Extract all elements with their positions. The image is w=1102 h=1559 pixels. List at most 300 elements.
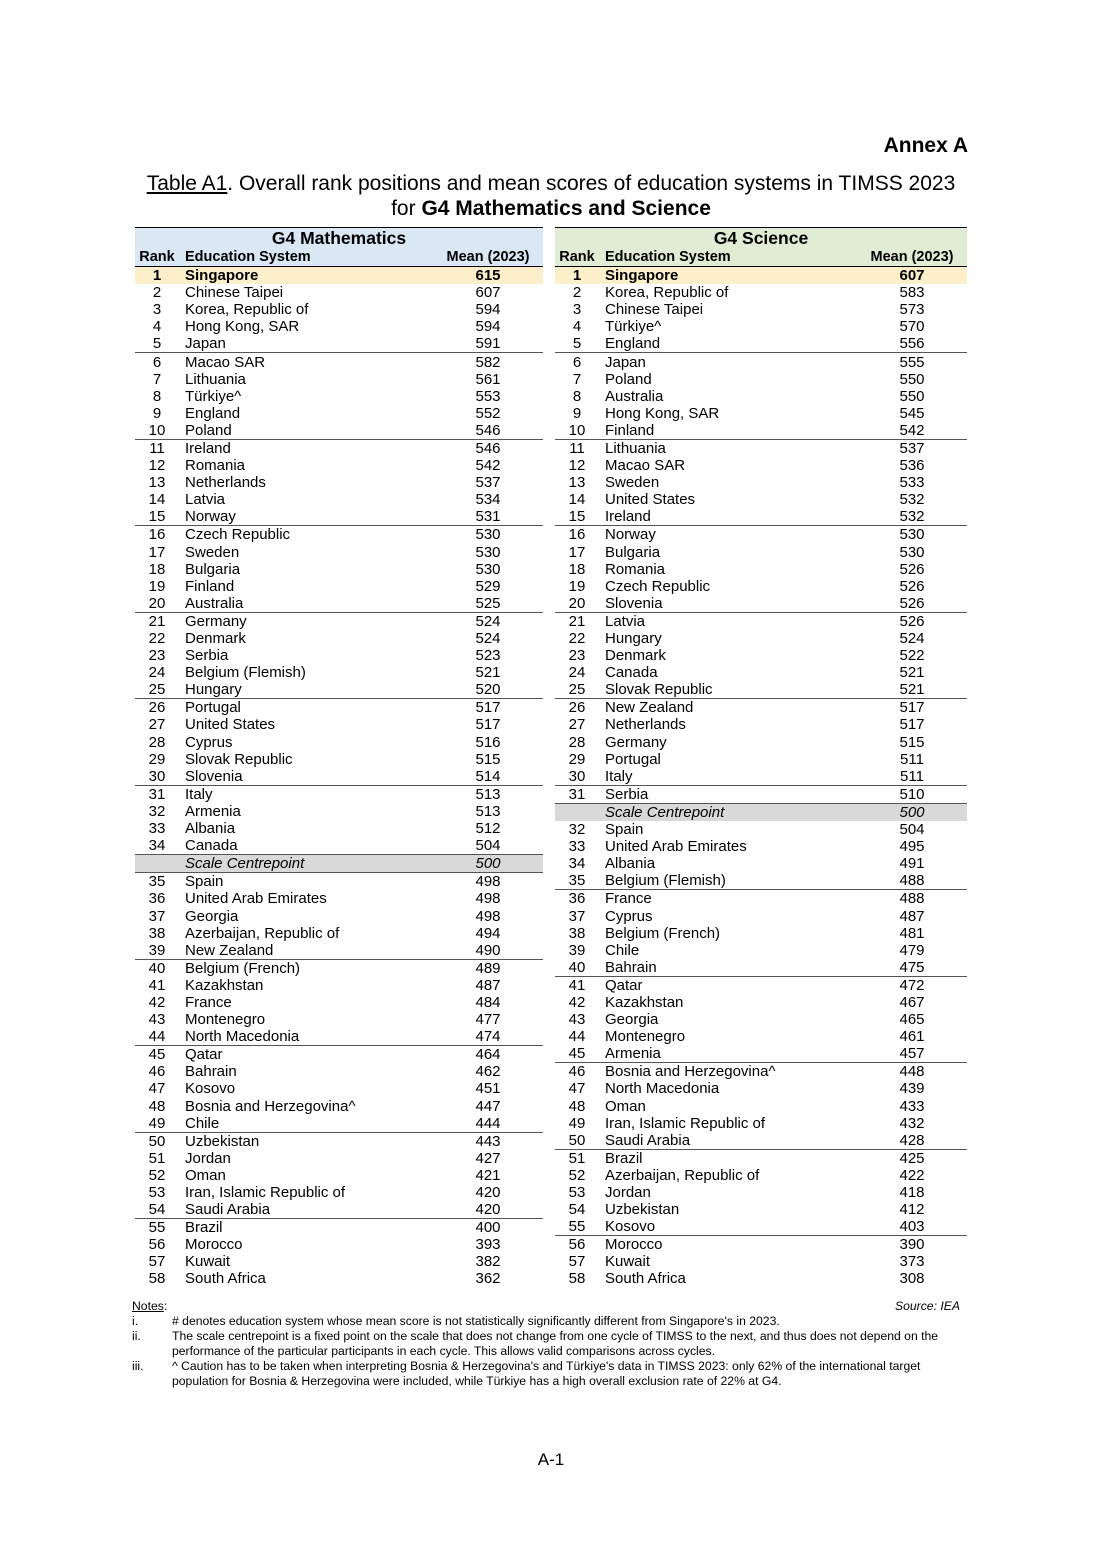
table-row bbox=[135, 457, 543, 474]
rank-cell: 11 bbox=[569, 439, 585, 457]
rank-cell: 30 bbox=[135, 768, 179, 786]
system-cell: Türkiye^ bbox=[605, 318, 662, 336]
mean-cell: 420 bbox=[433, 1201, 543, 1219]
rank-cell: 36 bbox=[568, 890, 586, 908]
rank-cell: 47 bbox=[568, 1080, 586, 1098]
table-row bbox=[555, 301, 967, 318]
mean-cell: 607 bbox=[475, 284, 501, 302]
system-cell: Georgia bbox=[185, 907, 239, 925]
system-cell: Azerbaijan, Republic of bbox=[605, 1166, 760, 1184]
mean-cell: 472 bbox=[899, 976, 925, 994]
rank-cell: 25 bbox=[555, 681, 599, 699]
mean-cell: 521 bbox=[857, 681, 967, 699]
table-row bbox=[135, 508, 543, 526]
rank-cell: 1 bbox=[555, 267, 599, 285]
table-row bbox=[135, 664, 543, 681]
rank-cell: 19 bbox=[568, 577, 586, 595]
mean-cell: 594 bbox=[475, 318, 501, 336]
table-row bbox=[555, 422, 967, 440]
table-row bbox=[135, 1167, 543, 1184]
science-header: G4 Science bbox=[555, 228, 967, 250]
system-cell: Singapore bbox=[179, 267, 433, 285]
system-cell: Denmark bbox=[605, 647, 666, 665]
system-cell: Canada bbox=[179, 837, 433, 855]
system-cell: England bbox=[599, 335, 857, 353]
rank-cell: 38 bbox=[148, 924, 166, 942]
mean-cell: 516 bbox=[475, 733, 501, 751]
table-row bbox=[135, 405, 543, 422]
mean-column-header: Mean (2023) bbox=[433, 249, 543, 267]
rank-cell bbox=[555, 803, 599, 821]
system-cell: Macao SAR bbox=[185, 353, 266, 371]
table-row bbox=[555, 838, 967, 855]
rank-cell: 28 bbox=[568, 733, 586, 751]
mean-cell: 582 bbox=[475, 353, 501, 371]
system-cell: Korea, Republic of bbox=[185, 301, 309, 319]
rank-cell: 19 bbox=[148, 577, 166, 595]
system-cell: Czech Republic bbox=[185, 526, 291, 544]
mean-column-header: Mean (2023) bbox=[857, 249, 967, 267]
mean-cell: 530 bbox=[475, 560, 501, 578]
mean-cell: 362 bbox=[475, 1270, 501, 1288]
rank-cell: 50 bbox=[148, 1132, 166, 1150]
rank-cell: 58 bbox=[568, 1270, 586, 1288]
mean-cell: 594 bbox=[475, 301, 501, 319]
system-cell: Germany bbox=[185, 612, 247, 630]
rank-cell: 29 bbox=[568, 750, 586, 768]
rank-cell: 12 bbox=[148, 457, 166, 475]
mean-cell: 474 bbox=[433, 1028, 543, 1046]
table-row bbox=[135, 318, 543, 335]
mean-cell: 498 bbox=[475, 873, 501, 891]
mean-cell: 526 bbox=[899, 560, 925, 578]
system-cell: Denmark bbox=[185, 630, 246, 648]
rank-cell: 10 bbox=[135, 422, 179, 440]
rank-cell: 4 bbox=[152, 318, 162, 336]
mean-cell: 495 bbox=[899, 838, 925, 856]
rank-cell: 21 bbox=[568, 612, 586, 630]
table-row bbox=[135, 612, 543, 630]
system-cell: Brazil bbox=[185, 1219, 223, 1237]
mean-cell: 556 bbox=[857, 335, 967, 353]
system-cell: Hong Kong, SAR bbox=[605, 404, 720, 422]
rank-cell: 16 bbox=[568, 526, 586, 544]
table-row bbox=[135, 1150, 543, 1167]
table-row bbox=[555, 803, 967, 821]
table-row bbox=[555, 439, 967, 457]
system-cell: New Zealand bbox=[605, 699, 694, 717]
rank-cell: 48 bbox=[148, 1097, 166, 1115]
rank-cell: 8 bbox=[152, 387, 162, 405]
system-cell: Slovak Republic bbox=[599, 681, 857, 699]
mean-cell: 537 bbox=[899, 439, 925, 457]
table-row bbox=[555, 284, 967, 301]
rank-cell: 55 bbox=[555, 1218, 599, 1236]
system-cell: Uzbekistan bbox=[185, 1132, 260, 1150]
system-cell: Belgium (French) bbox=[605, 924, 721, 942]
rank-cell: 18 bbox=[568, 560, 586, 578]
rank-cell: 9 bbox=[572, 404, 582, 422]
rank-cell: 10 bbox=[555, 422, 599, 440]
rank-cell: 27 bbox=[148, 716, 166, 734]
mean-cell: 530 bbox=[899, 526, 925, 544]
table-row bbox=[555, 976, 967, 994]
system-cell: Romania bbox=[185, 457, 246, 475]
system-cell: Chinese Taipei bbox=[185, 284, 284, 302]
system-cell: Serbia bbox=[599, 785, 857, 803]
system-cell: Saudi Arabia bbox=[599, 1132, 857, 1150]
mean-cell: 498 bbox=[475, 890, 501, 908]
system-cell: Singapore bbox=[599, 267, 857, 285]
rank-cell: 39 bbox=[568, 941, 586, 959]
mean-cell: 561 bbox=[475, 370, 501, 388]
mean-cell: 514 bbox=[433, 768, 543, 786]
system-cell: Finland bbox=[599, 422, 857, 440]
mean-cell: 515 bbox=[475, 750, 501, 768]
table-caption: . Overall rank positions and mean scores of education systems in TIMSS 2023 for bbox=[227, 172, 956, 220]
system-cell: Germany bbox=[605, 733, 667, 751]
mean-cell: 570 bbox=[899, 318, 925, 336]
rank-cell: 9 bbox=[152, 404, 162, 422]
table-row bbox=[555, 1201, 967, 1218]
mean-cell: 522 bbox=[899, 647, 925, 665]
table-row bbox=[555, 1080, 967, 1097]
rank-cell: 40 bbox=[148, 959, 166, 977]
mean-cell: 465 bbox=[899, 1011, 925, 1029]
rank-cell: 17 bbox=[148, 543, 166, 561]
rank-cell: 49 bbox=[135, 1115, 179, 1133]
system-cell: Finland bbox=[185, 577, 235, 595]
note-item bbox=[132, 1359, 967, 1389]
rank-cell: 46 bbox=[148, 1063, 166, 1081]
rank-cell: 2 bbox=[152, 284, 162, 302]
mean-cell: 530 bbox=[475, 526, 501, 544]
system-cell: Sweden bbox=[185, 543, 240, 561]
table-row bbox=[555, 578, 967, 595]
system-cell: Morocco bbox=[605, 1236, 663, 1254]
system-cell: Canada bbox=[605, 664, 658, 682]
system-cell: Australia bbox=[179, 595, 433, 613]
rank-cell: 57 bbox=[568, 1253, 586, 1271]
system-cell: Oman bbox=[185, 1166, 226, 1184]
table-row bbox=[555, 1184, 967, 1201]
system-cell: Hungary bbox=[179, 681, 433, 699]
science-table bbox=[555, 227, 967, 1288]
rank-cell: 51 bbox=[568, 1149, 586, 1167]
rank-cell: 43 bbox=[568, 1011, 586, 1029]
system-cell: Kuwait bbox=[185, 1253, 231, 1271]
table-row bbox=[135, 439, 543, 457]
mean-cell: 534 bbox=[475, 491, 501, 509]
system-cell: England bbox=[185, 404, 241, 422]
mean-cell: 526 bbox=[899, 577, 925, 595]
system-cell: Jordan bbox=[185, 1149, 231, 1167]
system-cell: Italy bbox=[185, 785, 213, 803]
rank-cell: 44 bbox=[568, 1028, 586, 1046]
mean-cell: 427 bbox=[475, 1149, 501, 1167]
system-cell: Chinese Taipei bbox=[605, 301, 704, 319]
system-column-header: Education System bbox=[179, 249, 433, 267]
system-cell: Hungary bbox=[605, 630, 662, 648]
rank-cell bbox=[135, 855, 179, 873]
mean-cell: 607 bbox=[857, 267, 967, 285]
rank-cell: 55 bbox=[148, 1219, 166, 1237]
mean-cell: 490 bbox=[433, 942, 543, 960]
mean-cell: 498 bbox=[475, 907, 501, 925]
mean-cell: 433 bbox=[899, 1097, 925, 1115]
system-cell: Montenegro bbox=[605, 1028, 686, 1046]
table-row bbox=[555, 942, 967, 959]
mean-cell: 531 bbox=[433, 508, 543, 526]
table-row bbox=[135, 699, 543, 717]
system-cell: Romania bbox=[605, 560, 666, 578]
table-row bbox=[555, 959, 967, 977]
mean-cell: 524 bbox=[475, 612, 501, 630]
system-cell: Saudi Arabia bbox=[179, 1201, 433, 1219]
rank-cell: 4 bbox=[572, 318, 582, 336]
rank-cell: 28 bbox=[148, 733, 166, 751]
system-cell: New Zealand bbox=[179, 942, 433, 960]
mean-cell: 382 bbox=[475, 1253, 501, 1271]
rank-cell: 26 bbox=[568, 699, 586, 717]
mean-cell: 515 bbox=[899, 733, 925, 751]
system-cell: Armenia bbox=[599, 1045, 857, 1063]
table-row bbox=[555, 751, 967, 768]
system-cell: Australia bbox=[605, 387, 664, 405]
mean-cell: 422 bbox=[899, 1166, 925, 1184]
table-row bbox=[135, 1115, 543, 1133]
table-row bbox=[135, 422, 543, 440]
table-row bbox=[555, 1253, 967, 1270]
rank-cell: 6 bbox=[572, 353, 582, 371]
table-row bbox=[135, 873, 543, 891]
rank-cell: 45 bbox=[555, 1045, 599, 1063]
rank-cell: 40 bbox=[555, 959, 599, 977]
rank-cell: 42 bbox=[148, 993, 166, 1011]
table-row bbox=[135, 1236, 543, 1253]
system-cell: United Arab Emirates bbox=[185, 890, 327, 908]
system-cell: France bbox=[185, 993, 232, 1011]
rank-cell: 30 bbox=[555, 768, 599, 786]
table-row bbox=[555, 907, 967, 924]
system-cell: Bahrain bbox=[599, 959, 857, 977]
system-cell: Iran, Islamic Republic of bbox=[185, 1184, 346, 1202]
mean-cell: 591 bbox=[433, 335, 543, 353]
mean-cell: 615 bbox=[433, 267, 543, 285]
rank-cell: 14 bbox=[148, 491, 166, 509]
mean-cell: 428 bbox=[857, 1132, 967, 1150]
system-cell: Latvia bbox=[605, 612, 646, 630]
rank-cell: 47 bbox=[148, 1080, 166, 1098]
page-number: A-1 bbox=[537, 1450, 565, 1469]
system-cell: Czech Republic bbox=[605, 577, 711, 595]
system-cell: United Arab Emirates bbox=[605, 838, 747, 856]
table-row bbox=[135, 647, 543, 664]
table-row bbox=[135, 855, 543, 873]
table-title bbox=[135, 171, 967, 221]
system-cell: Spain bbox=[605, 821, 644, 839]
table-row bbox=[135, 959, 543, 977]
mean-cell: 517 bbox=[475, 716, 501, 734]
table-row bbox=[135, 1080, 543, 1097]
notes-header: Notes bbox=[132, 1299, 164, 1313]
table-row bbox=[135, 681, 543, 699]
system-column-header: Education System bbox=[599, 249, 857, 267]
mean-cell: 537 bbox=[475, 474, 501, 492]
rank-cell: 58 bbox=[148, 1270, 166, 1288]
system-cell: North Macedonia bbox=[179, 1028, 433, 1046]
mean-cell: 523 bbox=[475, 647, 501, 665]
system-cell: Cyprus bbox=[185, 733, 233, 751]
table-row bbox=[135, 1184, 543, 1201]
table-row bbox=[135, 1270, 543, 1287]
source-label: Source: IEA bbox=[894, 1299, 960, 1313]
rank-cell: 16 bbox=[148, 526, 166, 544]
mean-cell: 510 bbox=[857, 785, 967, 803]
table-row bbox=[555, 1045, 967, 1063]
system-cell: Oman bbox=[605, 1097, 646, 1115]
table-row bbox=[555, 544, 967, 561]
rank-cell: 53 bbox=[148, 1184, 166, 1202]
table-row bbox=[555, 1011, 967, 1028]
table-row bbox=[555, 526, 967, 544]
rank-cell: 7 bbox=[572, 370, 582, 388]
system-cell: Macao SAR bbox=[605, 457, 686, 475]
rank-cell: 46 bbox=[568, 1063, 586, 1081]
notes-list bbox=[132, 1314, 967, 1389]
rank-cell: 24 bbox=[148, 664, 166, 682]
rank-cell: 48 bbox=[568, 1097, 586, 1115]
table-row bbox=[555, 855, 967, 872]
system-cell: Kosovo bbox=[599, 1218, 857, 1236]
rank-cell: 20 bbox=[555, 595, 599, 613]
rank-cell: 11 bbox=[149, 439, 165, 457]
system-cell: Lithuania bbox=[605, 439, 666, 457]
mean-cell: 477 bbox=[475, 1011, 501, 1029]
rank-cell: 35 bbox=[555, 872, 599, 890]
table-row bbox=[555, 353, 967, 371]
table-row bbox=[555, 1115, 967, 1132]
rank-cell: 17 bbox=[568, 543, 586, 561]
table-row bbox=[135, 907, 543, 924]
note-text: ^ Caution has to be taken when interpreting Bosnia & Herzegovina's and Türkiye's data in TIMSS 2023: only 62% of the international target population for Bosnia & Herzegovina were included, while Türkiye has a high overall exclusion rate of 22% at G4. bbox=[172, 1359, 921, 1388]
rank-cell: 22 bbox=[568, 630, 586, 648]
system-cell: Albania bbox=[185, 820, 236, 838]
mean-cell: 525 bbox=[433, 595, 543, 613]
table-row bbox=[135, 1219, 543, 1237]
mean-cell: 517 bbox=[899, 716, 925, 734]
rank-column-header: Rank bbox=[135, 249, 179, 267]
table-row bbox=[555, 508, 967, 526]
notes-section: Notes: Source: IEA i. # denotes education system whose mean score is not statistically significantly different from Singapore's in 2023. ii. The scale centrepoint is a fixed point on the scale that does not change from one cycle of TIMSS to the next, and thus does not depend on the performance of the particular participants in each cycle. This allows valid comparisons across cycles. iii. ^ Caution has to be taken when interpreting Bosnia & Herzegovina's and Türkiye's data in TIMSS 2023: only 62% of the international target population for Bosnia & Herzegovina were included, while Türkiye has a high overall exclusion rate of 22% at G4. bbox=[132, 1299, 967, 1389]
table-row bbox=[135, 1253, 543, 1270]
mean-cell: 494 bbox=[475, 924, 501, 942]
system-cell: Jordan bbox=[605, 1184, 651, 1202]
rank-cell: 37 bbox=[148, 907, 166, 925]
system-cell: Azerbaijan, Republic of bbox=[185, 924, 340, 942]
mean-cell: 526 bbox=[899, 612, 925, 630]
mean-cell: 550 bbox=[899, 370, 925, 388]
system-cell: Poland bbox=[605, 370, 652, 388]
system-cell: Qatar bbox=[185, 1046, 223, 1064]
system-cell: Kosovo bbox=[185, 1080, 236, 1098]
rank-cell: 34 bbox=[568, 855, 586, 873]
table-row bbox=[555, 699, 967, 717]
table-row bbox=[135, 474, 543, 491]
mean-cell: 583 bbox=[899, 284, 925, 302]
system-cell: Japan bbox=[179, 335, 433, 353]
system-cell: Portugal bbox=[185, 699, 241, 717]
note-text: The scale centrepoint is a fixed point on the scale that does not change from one cycle of TIMSS to the next, and thus does not depend on the performance of the particular participants in each cycle. This allows valid comparisons across cycles. bbox=[172, 1329, 939, 1358]
system-cell: Portugal bbox=[605, 750, 661, 768]
mean-cell: 513 bbox=[475, 785, 501, 803]
mean-cell: 530 bbox=[475, 543, 501, 561]
mean-cell: 521 bbox=[899, 664, 925, 682]
math-rows bbox=[135, 267, 543, 1288]
table-row bbox=[555, 561, 967, 578]
mean-cell: 439 bbox=[899, 1080, 925, 1098]
table-row bbox=[555, 734, 967, 751]
mean-cell: 487 bbox=[475, 976, 501, 994]
system-cell: South Africa bbox=[185, 1270, 266, 1288]
table-row bbox=[135, 335, 543, 353]
table-row bbox=[135, 353, 543, 371]
table-row bbox=[555, 1270, 967, 1287]
rank-cell: 23 bbox=[568, 647, 586, 665]
table-row bbox=[135, 388, 543, 405]
mean-cell: 536 bbox=[899, 457, 925, 475]
rank-cell: 3 bbox=[152, 301, 162, 319]
rank-cell: 38 bbox=[568, 924, 586, 942]
system-cell: Netherlands bbox=[605, 716, 686, 734]
system-cell: Sweden bbox=[605, 474, 660, 492]
table-row bbox=[135, 890, 543, 907]
system-cell: Hong Kong, SAR bbox=[185, 318, 300, 336]
rank-column-header: Rank bbox=[555, 249, 599, 267]
system-cell: Slovenia bbox=[179, 768, 433, 786]
table-row bbox=[135, 1132, 543, 1150]
system-cell: Norway bbox=[179, 508, 433, 526]
rank-cell: 54 bbox=[568, 1201, 586, 1219]
rank-cell: 31 bbox=[148, 785, 166, 803]
table-row bbox=[555, 371, 967, 388]
mean-cell: 400 bbox=[475, 1219, 501, 1237]
rank-cell: 5 bbox=[135, 335, 179, 353]
rank-cell: 2 bbox=[572, 284, 582, 302]
rank-cell: 21 bbox=[148, 612, 166, 630]
mean-cell: 447 bbox=[475, 1097, 501, 1115]
mean-cell: 504 bbox=[433, 837, 543, 855]
rank-cell: 25 bbox=[135, 681, 179, 699]
rank-cell: 18 bbox=[148, 560, 166, 578]
table-row bbox=[555, 1063, 967, 1081]
rank-cell: 32 bbox=[568, 821, 586, 839]
system-cell: Netherlands bbox=[185, 474, 266, 492]
table-row bbox=[135, 994, 543, 1011]
system-cell: Slovak Republic bbox=[185, 750, 293, 768]
mean-cell: 479 bbox=[899, 941, 925, 959]
system-cell: Korea, Republic of bbox=[605, 284, 729, 302]
system-cell: Iran, Islamic Republic of bbox=[605, 1114, 766, 1132]
table-row bbox=[135, 803, 543, 820]
table-row bbox=[555, 872, 967, 890]
system-cell: North Macedonia bbox=[605, 1080, 720, 1098]
mean-cell: 546 bbox=[475, 439, 501, 457]
table-row bbox=[135, 526, 543, 544]
rank-cell: 52 bbox=[148, 1166, 166, 1184]
mean-cell: 393 bbox=[475, 1236, 501, 1254]
rank-cell: 56 bbox=[568, 1236, 586, 1254]
